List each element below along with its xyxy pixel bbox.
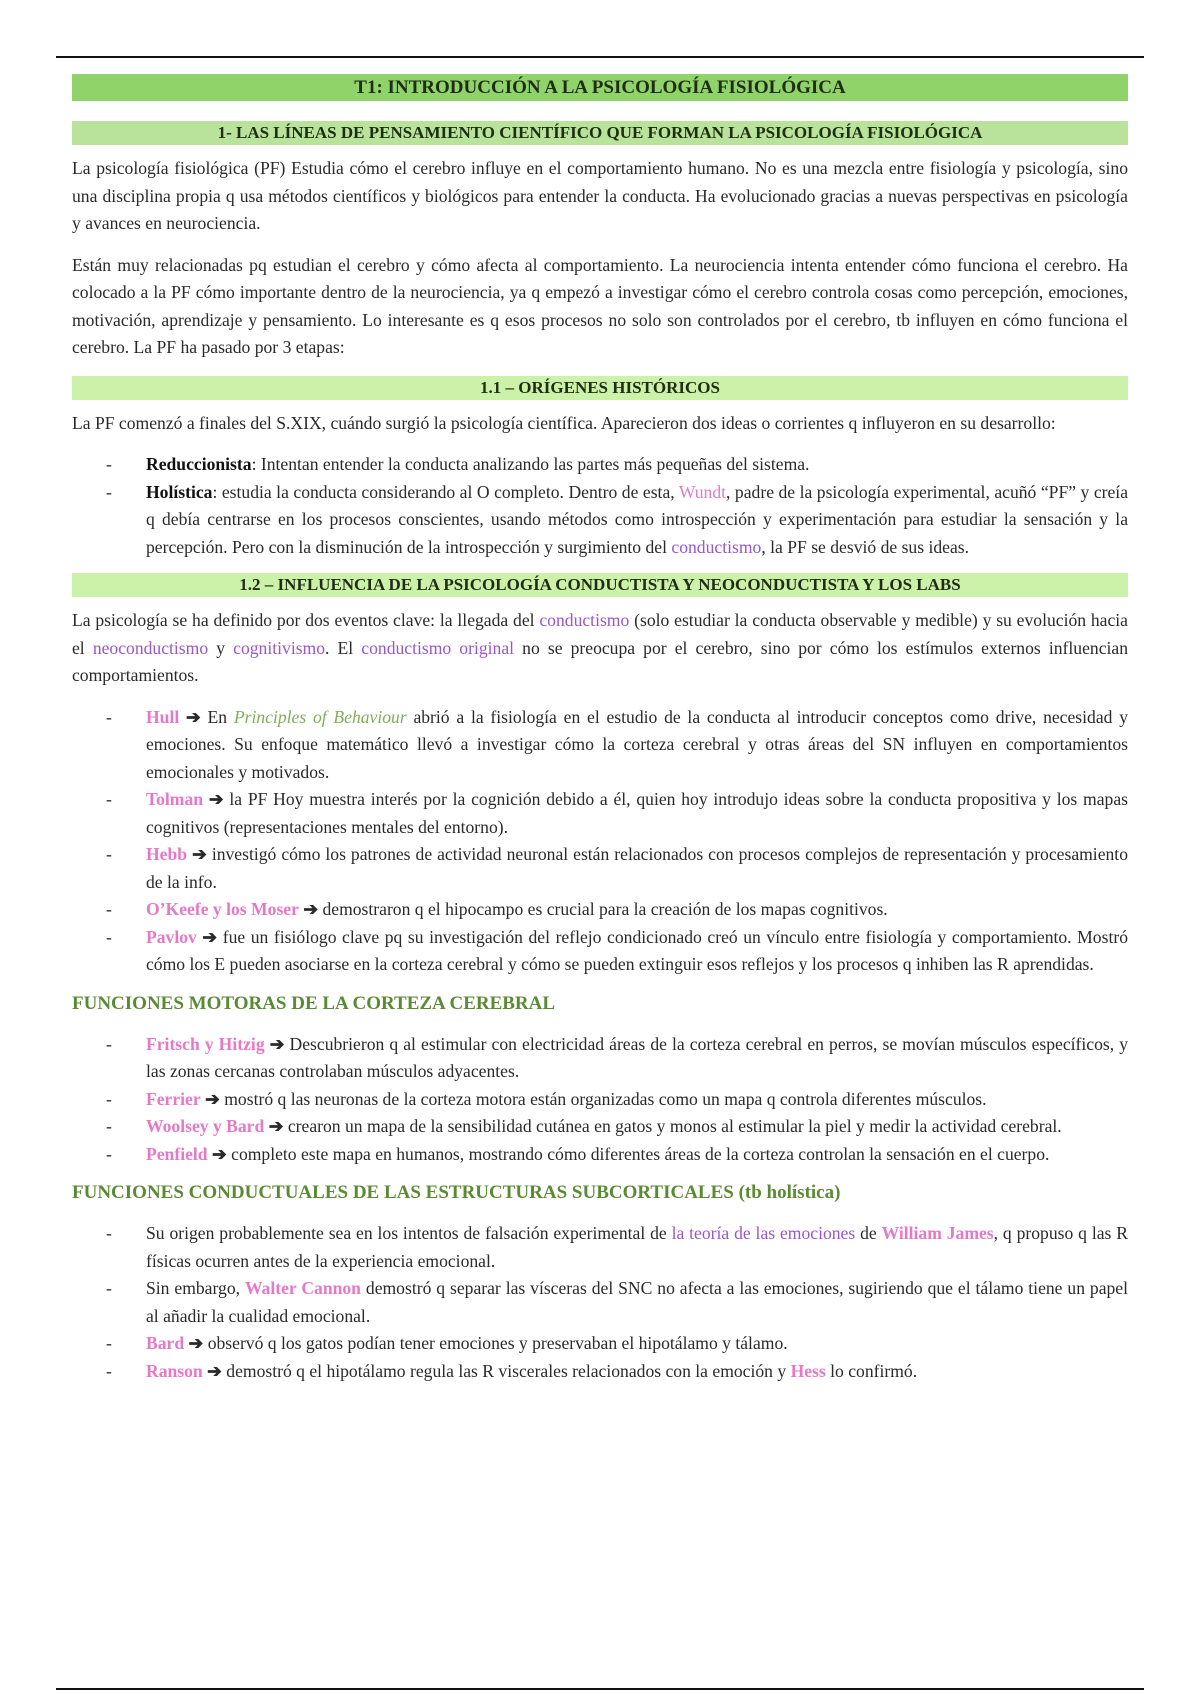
- item-text: : estudia la conducta considerando al O completo. Dentro de esta,: [212, 481, 679, 502]
- dash-bullet: -: [106, 1360, 112, 1381]
- paragraph: Están muy relacionadas pq estudian el cerebro y cómo afecta al comportamiento. La neurociencia intenta entender cómo funciona el cerebro. Ha colocado a la PF cómo importante dentro de la neurociencia, ya q empezó a investigar cómo el cerebro controla cosas como percepción, emociones, motivación, aprendizaje y pensamiento. Lo interesante es q esos procesos no solo son controlados por el cerebro, tb influyen en cómo funciona el cerebro. La PF ha pasado por 3 etapas:: [72, 254, 1128, 357]
- term: Holística: [146, 481, 213, 502]
- item-text: demostró q el hipotálamo regula las R viscerales relacionados con la emoción y: [221, 1360, 791, 1381]
- item-text: Su origen probablemente sea en los intentos de falsación experimental de: [146, 1223, 672, 1243]
- arrow-icon: ➔: [211, 1143, 227, 1164]
- list-item: [72, 841, 1128, 896]
- name-highlight: Woolsey y Bard: [146, 1116, 265, 1136]
- text: La psicología se ha definido por dos eventos clave: la llegada del: [72, 610, 540, 630]
- section-heading-1-2: 1.2 – INFLUENCIA DE LA PSICOLOGÍA CONDUCTISTA Y NEOCONDUCTISTA Y LOS LABS: [72, 573, 1128, 597]
- top-rule: [56, 56, 1144, 58]
- term-highlight: conductismo: [539, 610, 630, 630]
- item-text: la PF Hoy muestra interés por la cognición debido a él, quien hoy introdujo ideas sobre la conducta propositiva y los mapas cognitivos (representaciones mentales del entorno).: [146, 789, 1128, 837]
- section-heading-1: 1- LAS LÍNEAS DE PENSAMIENTO CIENTÍFICO QUE FORMAN LA PSICOLOGÍA FISIOLÓGICA: [72, 121, 1128, 145]
- page-title: T1: INTRODUCCIÓN A LA PSICOLOGÍA FISIOLÓGICA: [72, 74, 1128, 101]
- item-text: investigó cómo los patrones de actividad neuronal están relacionados con procesos complejos de representación y procesamiento de la info.: [146, 844, 1128, 892]
- list-item: [72, 896, 1128, 924]
- text: . El: [325, 637, 362, 658]
- list-item: [72, 1086, 1128, 1114]
- name-highlight: Hull: [146, 706, 180, 727]
- name-highlight: Fritsch y Hitzig: [146, 1033, 265, 1054]
- dash-bullet: -: [106, 1033, 112, 1054]
- arrow-icon: ➔: [268, 1116, 284, 1136]
- item-text: , padre de la psicología experimental, acuñó “PF” y creía q debía centrarse en los procesos conscientes, usando métodos como introspección y experimentación para estudiar la sensación y la percepción. Pero con la disminución de la introspección y surgimiento del: [146, 481, 1128, 557]
- arrow-icon: ➔: [186, 706, 201, 727]
- item-text: , q propuso q las R físicas ocurren antes de la experiencia emocional.: [146, 1223, 1128, 1271]
- subheading-motoras: FUNCIONES MOTORAS DE LA CORTEZA CEREBRAL: [72, 992, 556, 1014]
- term: Reduccionista: [146, 454, 252, 474]
- list-item: [72, 786, 1128, 841]
- arrow-icon: ➔: [208, 789, 224, 809]
- item-text: demostró q separar las vísceras del SNC no afecta a las emociones, sugiriendo que el tálamo tiene un papel al añadir la cualidad emocional.: [146, 1278, 1129, 1326]
- arrow-icon: ➔: [205, 1088, 220, 1109]
- item-text: de: [855, 1223, 882, 1243]
- dash-bullet: -: [106, 926, 112, 947]
- dash-bullet: -: [106, 1333, 112, 1353]
- list-item: [72, 1275, 1128, 1330]
- dash-bullet: -: [106, 1223, 112, 1243]
- list-item: [72, 1220, 1128, 1275]
- paragraph: La psicología fisiológica (PF) Estudia cómo el cerebro influye en el comportamiento humano. No es una mezcla entre fisiología y psicología, sino una disciplina propia q usa métodos científicos y biológicos para entender la conducta. Ha evolucionado gracias a nuevas perspectivas en psicología y avances en neurociencia.: [72, 158, 1128, 233]
- item-text: fue un fisiólogo clave pq su investigación del reflejo condicionado creó un vínculo entre fisiología y comportamiento. Mostró cómo los E pueden asociarse en la corteza cerebral y cómo se pueden extinguir esos reflejos y los procesos q inhiben las R aprendidas.: [146, 926, 1128, 974]
- dash-bullet: -: [106, 1278, 112, 1298]
- dash-bullet: -: [106, 844, 112, 864]
- arrow-icon: ➔: [202, 926, 218, 947]
- name-highlight: Pavlov: [146, 926, 197, 947]
- item-text: observó q los gatos podían tener emociones y preservaban el hipotálamo y tálamo.: [203, 1333, 788, 1353]
- item-text: crearon un mapa de la sensibilidad cutánea en gatos y monos al estimular la piel y medir la actividad cerebral.: [283, 1116, 1062, 1136]
- name-highlight: William James: [881, 1223, 994, 1243]
- name-highlight: Hebb: [146, 844, 188, 864]
- list-item: [72, 479, 1128, 562]
- term-highlight: la teoría de las emociones: [671, 1223, 856, 1243]
- dash-bullet: -: [106, 1143, 112, 1164]
- item-text: En: [200, 706, 234, 727]
- arrow-icon: ➔: [207, 1360, 222, 1381]
- item-text: : Intentan entender la conducta analizando las partes más pequeñas del sistema.: [251, 454, 810, 474]
- name-highlight: O’Keefe y los Moser: [146, 899, 299, 919]
- name-highlight: Tolman: [146, 789, 204, 809]
- list: [72, 1031, 1128, 1169]
- item-text: Sin embargo,: [146, 1278, 245, 1298]
- item-text: , la PF se desvió de sus ideas.: [761, 536, 970, 557]
- term-highlight: cognitivismo: [233, 637, 326, 658]
- list-item: [72, 1141, 1128, 1169]
- name-highlight: Ranson: [146, 1360, 203, 1381]
- dash-bullet: -: [106, 789, 112, 809]
- list-item: [72, 704, 1128, 787]
- item-text: completo este mapa en humanos, mostrando cómo diferentes áreas de la corteza controlan la sensación en el cuerpo.: [226, 1143, 1050, 1164]
- item-text: mostró q las neuronas de la corteza motora están organizadas como un mapa q controla diferentes músculos.: [219, 1088, 987, 1109]
- dash-bullet: -: [106, 899, 112, 919]
- item-text: lo confirmó.: [825, 1360, 918, 1381]
- list-item: [72, 1330, 1128, 1358]
- name-highlight: Hess: [790, 1360, 826, 1381]
- dash-bullet: -: [106, 454, 112, 474]
- name-highlight: Walter Cannon: [244, 1278, 361, 1298]
- list-item: [72, 1113, 1128, 1141]
- document-content: [72, 74, 1128, 1397]
- list-item: [72, 1031, 1128, 1086]
- list: [72, 704, 1128, 979]
- term-highlight: conductismo: [671, 536, 762, 557]
- text: (solo estudiar la conducta observable y medible) y su evolución hacia el: [72, 610, 1128, 658]
- paragraph: La PF comenzó a finales del S.XIX, cuándo surgió la psicología científica. Aparecieron dos ideas o corrientes q influyeron en su desarrollo:: [72, 412, 1056, 433]
- name-highlight: Wundt: [678, 481, 727, 502]
- list: [72, 1220, 1128, 1385]
- term-highlight: neoconductismo: [92, 637, 209, 658]
- item-text: abrió a la fisiología en el estudio de la conducta al introducir conceptos como drive, necesidad y emociones. Su enfoque matemático llevó a investigar cómo la corteza cerebral y otras áreas del SN influyen en comportamientos emocionales y motivados.: [146, 706, 1128, 782]
- name-highlight: Penfield: [146, 1143, 208, 1164]
- item-text: demostraron q el hipocampo es crucial para la creación de los mapas cognitivos.: [318, 899, 888, 919]
- text: y: [208, 637, 234, 658]
- list-item: [72, 451, 1128, 479]
- list-item: [72, 1358, 1128, 1386]
- section-heading-1-1: 1.1 – ORÍGENES HISTÓRICOS: [72, 376, 1128, 400]
- term-highlight: conductismo original: [361, 637, 515, 658]
- arrow-icon: ➔: [188, 1333, 204, 1353]
- dash-bullet: -: [106, 1116, 112, 1136]
- dash-bullet: -: [106, 481, 112, 502]
- dash-bullet: -: [106, 1088, 112, 1109]
- dash-bullet: -: [106, 706, 112, 727]
- text: no se preocupa por el cerebro, sino por cómo los estímulos externos influencian comportamientos.: [72, 637, 1128, 685]
- book-title: Principles of Behaviour: [233, 706, 407, 727]
- arrow-icon: ➔: [269, 1033, 285, 1054]
- bottom-rule: [56, 1688, 1144, 1690]
- arrow-icon: ➔: [303, 899, 319, 919]
- name-highlight: Bard: [146, 1333, 185, 1353]
- name-highlight: Ferrier: [146, 1088, 201, 1109]
- paragraph: [72, 607, 1128, 690]
- list: [72, 451, 1128, 561]
- subheading-conductuales: FUNCIONES CONDUCTUALES DE LAS ESTRUCTURAS SUBCORTICALES (tb holística): [72, 1182, 841, 1203]
- list-item: [72, 924, 1128, 979]
- arrow-icon: ➔: [192, 844, 207, 864]
- item-text: Descubrieron q al estimular con electricidad áreas de la corteza cerebral en perros, se movían músculos específicos, y las zonas cercanas controlaban músculos adyacentes.: [146, 1033, 1129, 1081]
